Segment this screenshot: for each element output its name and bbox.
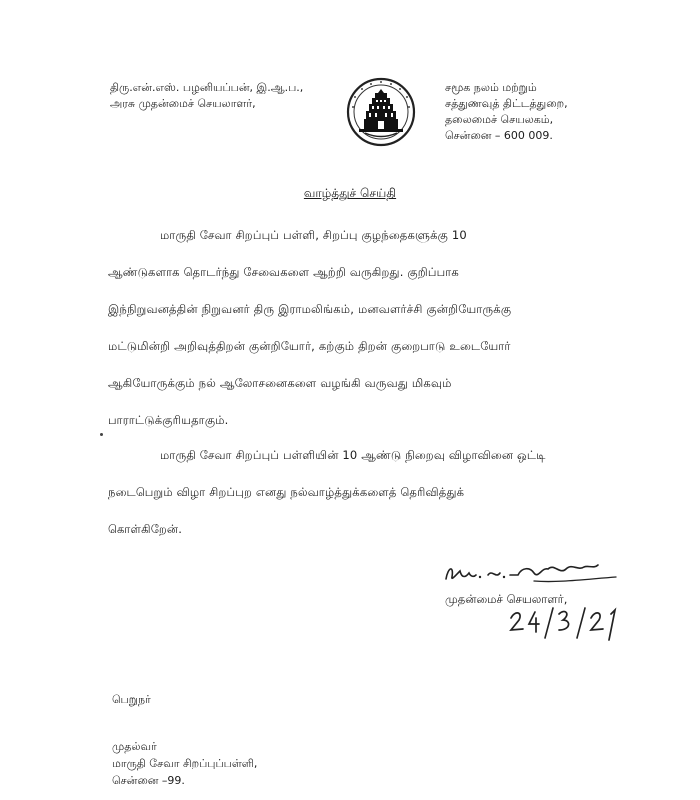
signatory-designation: முதன்மைச் செயலாளர், (445, 592, 568, 606)
recipient-line: முதல்வர் (112, 740, 157, 753)
body-paragraph-2 (108, 445, 570, 556)
sender-name: திரு.என்.எஸ். பழனியப்பன், இ.ஆ.ப., (110, 81, 304, 94)
body-line: மாருதி சேவா சிறப்புப் பள்ளியின் 10 ஆண்டு நிறைவு விழாவினை ஒட்டி (160, 448, 546, 462)
scan-speck (100, 433, 103, 436)
letter-title (0, 186, 700, 202)
handwritten-signature-icon (438, 553, 623, 591)
handwritten-date-icon (505, 604, 625, 644)
body-line: மட்டுமின்றி அறிவுத்திறன் குன்றியோர், கற்கும் திறன் குறைபாடு உடையோர் (108, 339, 511, 353)
address-line: தலைமைச் செயலகம், (445, 113, 554, 126)
recipient-line: மாருதி சேவா சிறப்புப்பள்ளி, (112, 757, 258, 770)
address-line: சமூக நலம் மற்றும் (445, 81, 537, 94)
recipient-address (112, 738, 257, 789)
body-line: பாராட்டுக்குரியதாகும். (108, 413, 229, 427)
body-line: கொள்கிறேன். (108, 522, 183, 536)
body-line: ஆகியோருக்கும் நல் ஆலோசனைகளை வழங்கி வருவது மிகவும் (108, 376, 452, 390)
recipient-label: பெறுநர் (112, 693, 151, 706)
address-line: சத்துணவுத் திட்டத்துறை, (445, 97, 568, 110)
body-line: இந்நிறுவனத்தின் நிறுவனர் திரு இராமலிங்கம், மனவளர்ச்சி குன்றியோருக்கு (108, 302, 512, 316)
body-line: ஆண்டுகளாக தொடர்ந்து சேவைகளை ஆற்றி வருகிறது. குறிப்பாக (108, 265, 459, 279)
letter-title-text: வாழ்த்துச் செய்தி (303, 186, 397, 200)
tamil-nadu-emblem-icon (345, 76, 417, 148)
body-line: நடைபெறும் விழா சிறப்புற எனது நல்வாழ்த்துக்களைத் தெரிவித்துக் (108, 485, 465, 499)
sender-block (110, 80, 340, 112)
department-address (445, 80, 615, 144)
recipient-line: சென்னை –99. (112, 774, 185, 787)
body-paragraph-1 (108, 225, 570, 447)
body-line: மாருதி சேவா சிறப்புப் பள்ளி, சிறப்பு குழந்தைகளுக்கு 10 (160, 228, 467, 242)
sender-title: அரசு முதன்மைச் செயலாளர், (110, 97, 256, 110)
address-line: சென்னை – 600 009. (445, 129, 553, 142)
